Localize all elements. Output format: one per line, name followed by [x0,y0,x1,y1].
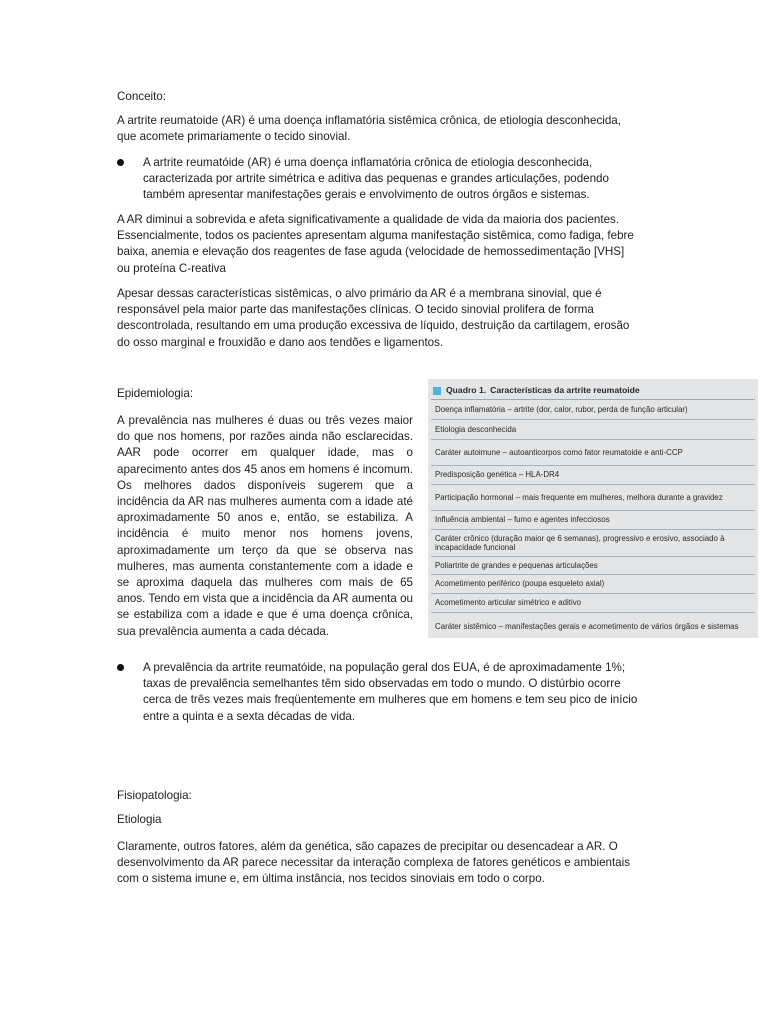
bullet-text: A artrite reumatóide (AR) é uma doença inflamatória crônica de etiologia desconhecida, caracterizada por artrite simétrica e aditiva das pequenas e grandes articulações, podendo também apresentar manifestações gerais e envolvimento de outros órgãos e sistemas. [143,156,609,202]
table-row: Etiologia desconhecida [431,420,755,440]
bullet-item [117,155,647,204]
paragraph-definition: A artrite reumatoide (AR) é uma doença inflamatória sistêmica crônica, de etiologia desconhecida, que acomete primariamente o tecido sinovial. [117,114,621,144]
table-row: Acometimento articular simétrico e aditivo [431,594,755,613]
bullet-icon [117,664,124,671]
table-row: Predisposição genética – HLA-DR4 [431,466,755,485]
table-row: Caráter crônico (duração maior qe 6 semanas), progressivo e erosivo, associado à incapacidade funcional [431,530,755,557]
table-row: Caráter autoimune – autoanticorpos como fator reumatoide e anti-CCP [431,440,755,466]
table-row: Acometimento periférico (poupa esqueleto axial) [431,575,755,594]
table-row: Doença inflamatória – artrite (dor, calor, rubor, perda de função articular) [431,400,755,420]
characteristics-table [428,379,758,638]
heading-etiologia: Etiologia [117,813,162,826]
bullet-text: A prevalência da artrite reumatóide, na população geral dos EUA, é de aproximadamente 1%; taxas de prevalência semelhantes têm sido observadas em todo o mundo. O distúrbio ocorre cerca de três vezes mais freqüentemente em mulheres que em homens e tem seu pico de início entre a quinta e a sexta décadas de vida. [143,661,638,723]
heading-fisiopatologia: Fisiopatologia: [117,789,192,802]
bullet-icon [117,159,124,166]
square-icon [433,387,441,395]
bullet-item [117,660,647,725]
paragraph-survival: A AR diminui a sobrevida e afeta significativamente a qualidade de vida da maioria dos pacientes. Essencialmente, todos os pacientes apresentam alguma manifestação sistêmica, como fadiga, febre baixa, anemia e elevação dos reagentes de fase aguda (velocidade de hemossedimentação [VHS] ou proteína C-reativa [117,213,634,275]
table-row: Poliartrite de grandes e pequenas articulações [431,557,755,575]
paragraph-synovial: Apesar dessas características sistêmicas, o alvo primário da AR é a membrana sinovial, que é responsável pela maior parte das manifestações clínicas. O tecido sinovial prolifera de forma descontrolada, resultando em uma produção excessiva de líquido, destruição da cartilagem, erosão do osso marginal e frouxidão e dano aos tendões e ligamentos. [117,287,630,349]
heading-epidemiologia: Epidemiologia: [117,387,194,400]
table-row: Caráter sistêmico – manifestações gerais e acometimento de vários órgãos e sistemas [435,621,739,631]
table-row: Participação hormonal – mais frequente em mulheres, melhora durante a gravidez [431,485,755,511]
paragraph-prevalence: A prevalência nas mulheres é duas ou três vezes maior do que nos homens, por razões ainda não esclarecidas. AAR pode ocorrer em qualquer idade, mas o aparecimento antes dos 45 anos em homens é incomum. Os melhores dados disponíveis sugerem que a incidência da AR nas mulheres aumenta com a idade até aproximadamente 50 anos e, então, se estabiliza. A incidência é muito menor nos homens jovens, aproximadamente um terço da que se observa nas mulheres, mas aumenta constantemente com a idade e se aproxima daquela das mulheres com mais de 65 anos. Tendo em vista que a incidência da AR aumenta ou se estabiliza com a idade e que é uma doença crônica, sua prevalência aumenta a cada década. [117,414,413,638]
table-number: Quadro 1. [446,384,487,395]
heading-conceito: Conceito: [117,90,166,103]
paragraph-etiology: Claramente, outros fatores, além da genética, são capazes de precipitar ou desencadear a AR. O desenvolvimento da AR parece necessitar da interação complexa de fatores genéticos e ambientais com o sistema imune e, em última instância, nos tecidos sinoviais em todo o corpo. [117,840,631,886]
table-header [431,382,755,400]
table-row: Influência ambiental – fumo e agentes infecciosos [431,511,755,530]
table-title: Características da artrite reumatoide [490,384,640,395]
